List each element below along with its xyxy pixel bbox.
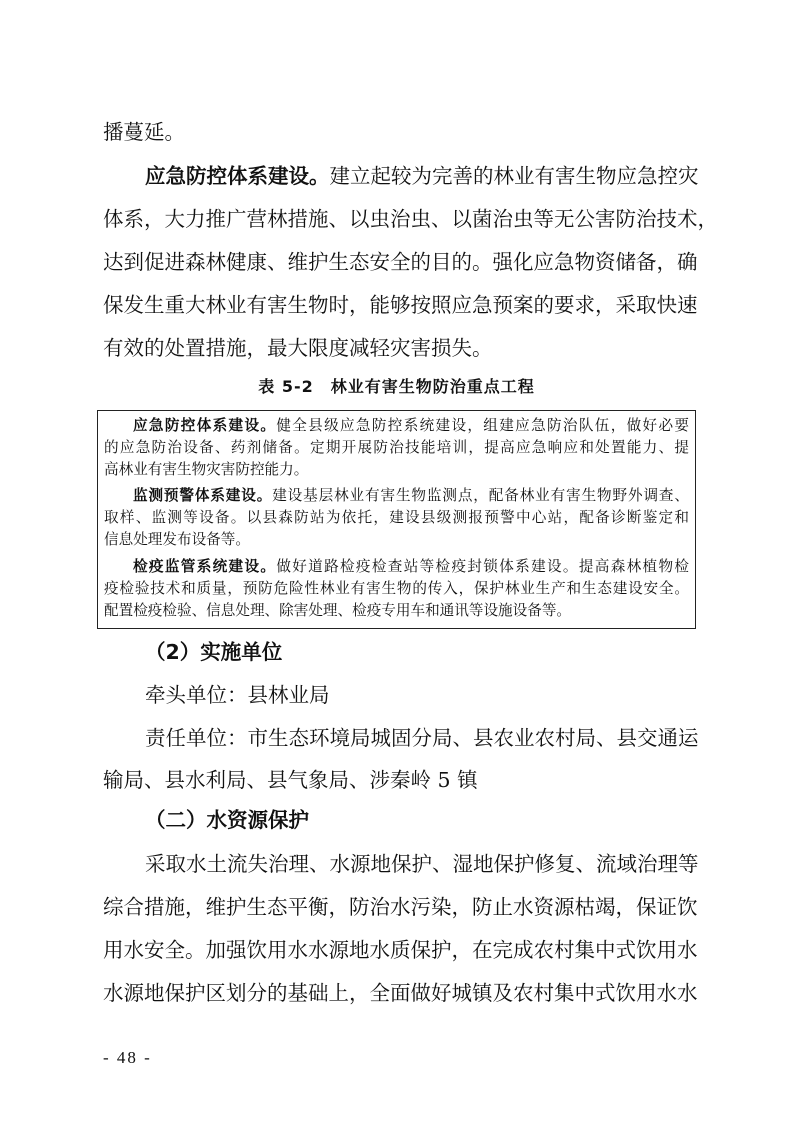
table-line: 配置检疫检验、信息处理、除害处理、检疫专用车和通讯等设施设备等。 <box>104 602 572 619</box>
paragraph-line: 达到促进森林健康、维护生态安全的目的。强化应急物资储备，确 <box>103 250 698 274</box>
table-item-lead: 检疫监管系统建设。 <box>133 558 277 575</box>
table-item-text: 健全县级应急防控系统建设，组建应急防治队伍，做好必要 <box>276 417 689 434</box>
table-item-lead: 监测预警体系建设。 <box>133 487 273 504</box>
table-line: 高林业有害生物灾害防控能力。 <box>104 461 309 478</box>
paragraph-line: 有效的处置措施，最大限度减轻灾害损失。 <box>103 336 493 360</box>
table-line <box>133 485 689 507</box>
paragraph-line: 牵头单位：县林业局 <box>145 683 330 707</box>
paragraph-line <box>145 161 699 191</box>
section-heading: （2）实施单位 <box>145 640 283 664</box>
table-box <box>97 410 696 629</box>
page-number: - 48 - <box>103 1048 152 1067</box>
table-line: 信息处理发布设备等。 <box>104 531 250 548</box>
table-line <box>133 556 689 578</box>
paragraph-line: 用水安全。加强饮用水水源地水质保护，在完成农村集中式饮用水 <box>103 938 698 962</box>
paragraph-lead: 应急防控体系建设。 <box>145 164 330 188</box>
table-item-text: 做好道路检疫检查站等检疫封锁体系建设。提高森林植物检 <box>276 558 689 575</box>
paragraph-text: 建立起较为完善的林业有害生物应急控灾 <box>329 164 699 188</box>
paragraph-line: 水源地保护区划分的基础上，全面做好城镇及农村集中式饮用水水 <box>103 981 698 1005</box>
table-item-text: 建设基层林业有害生物监测点，配备林业有害生物野外调查、 <box>272 487 689 504</box>
paragraph-line: 输局、县水利局、县气象局、涉秦岭 5 镇 <box>103 768 478 792</box>
paragraph-line: 采取水土流失治理、水源地保护、湿地保护修复、流域治理等 <box>145 852 699 876</box>
table-item-lead: 应急防控体系建设。 <box>133 417 277 434</box>
paragraph-line: 体系，大力推广营林措施、以虫治虫、以菌治虫等无公害防治技术， <box>103 207 718 231</box>
table-caption: 表 5-2 林业有害生物防治重点工程 <box>258 377 535 396</box>
table-line <box>133 415 689 437</box>
table-line: 取样、监测等设备。以县森防站为依托，建设县级测报预警中心站，配备诊断鉴定和 <box>104 509 689 526</box>
paragraph-line: 保发生重大林业有害生物时，能够按照应急预案的要求，采取快速 <box>103 293 698 317</box>
paragraph-line: 综合措施，维护生态平衡，防治水污染，防止水资源枯竭，保证饮 <box>103 895 698 919</box>
table-line: 的应急防治设备、药剂储备。定期开展防治技能培训，提高应急响应和处置能力、提 <box>104 439 689 456</box>
section-heading: （二）水资源保护 <box>145 808 309 832</box>
paragraph-line: 责任单位：市生态环境局城固分局、县农业农村局、县交通运 <box>145 726 699 750</box>
table-line: 疫检验技术和质量，预防危险性林业有害生物的传入，保护林业生产和生态建设安全。 <box>104 580 689 597</box>
paragraph-line: 播蔓延。 <box>103 120 185 144</box>
